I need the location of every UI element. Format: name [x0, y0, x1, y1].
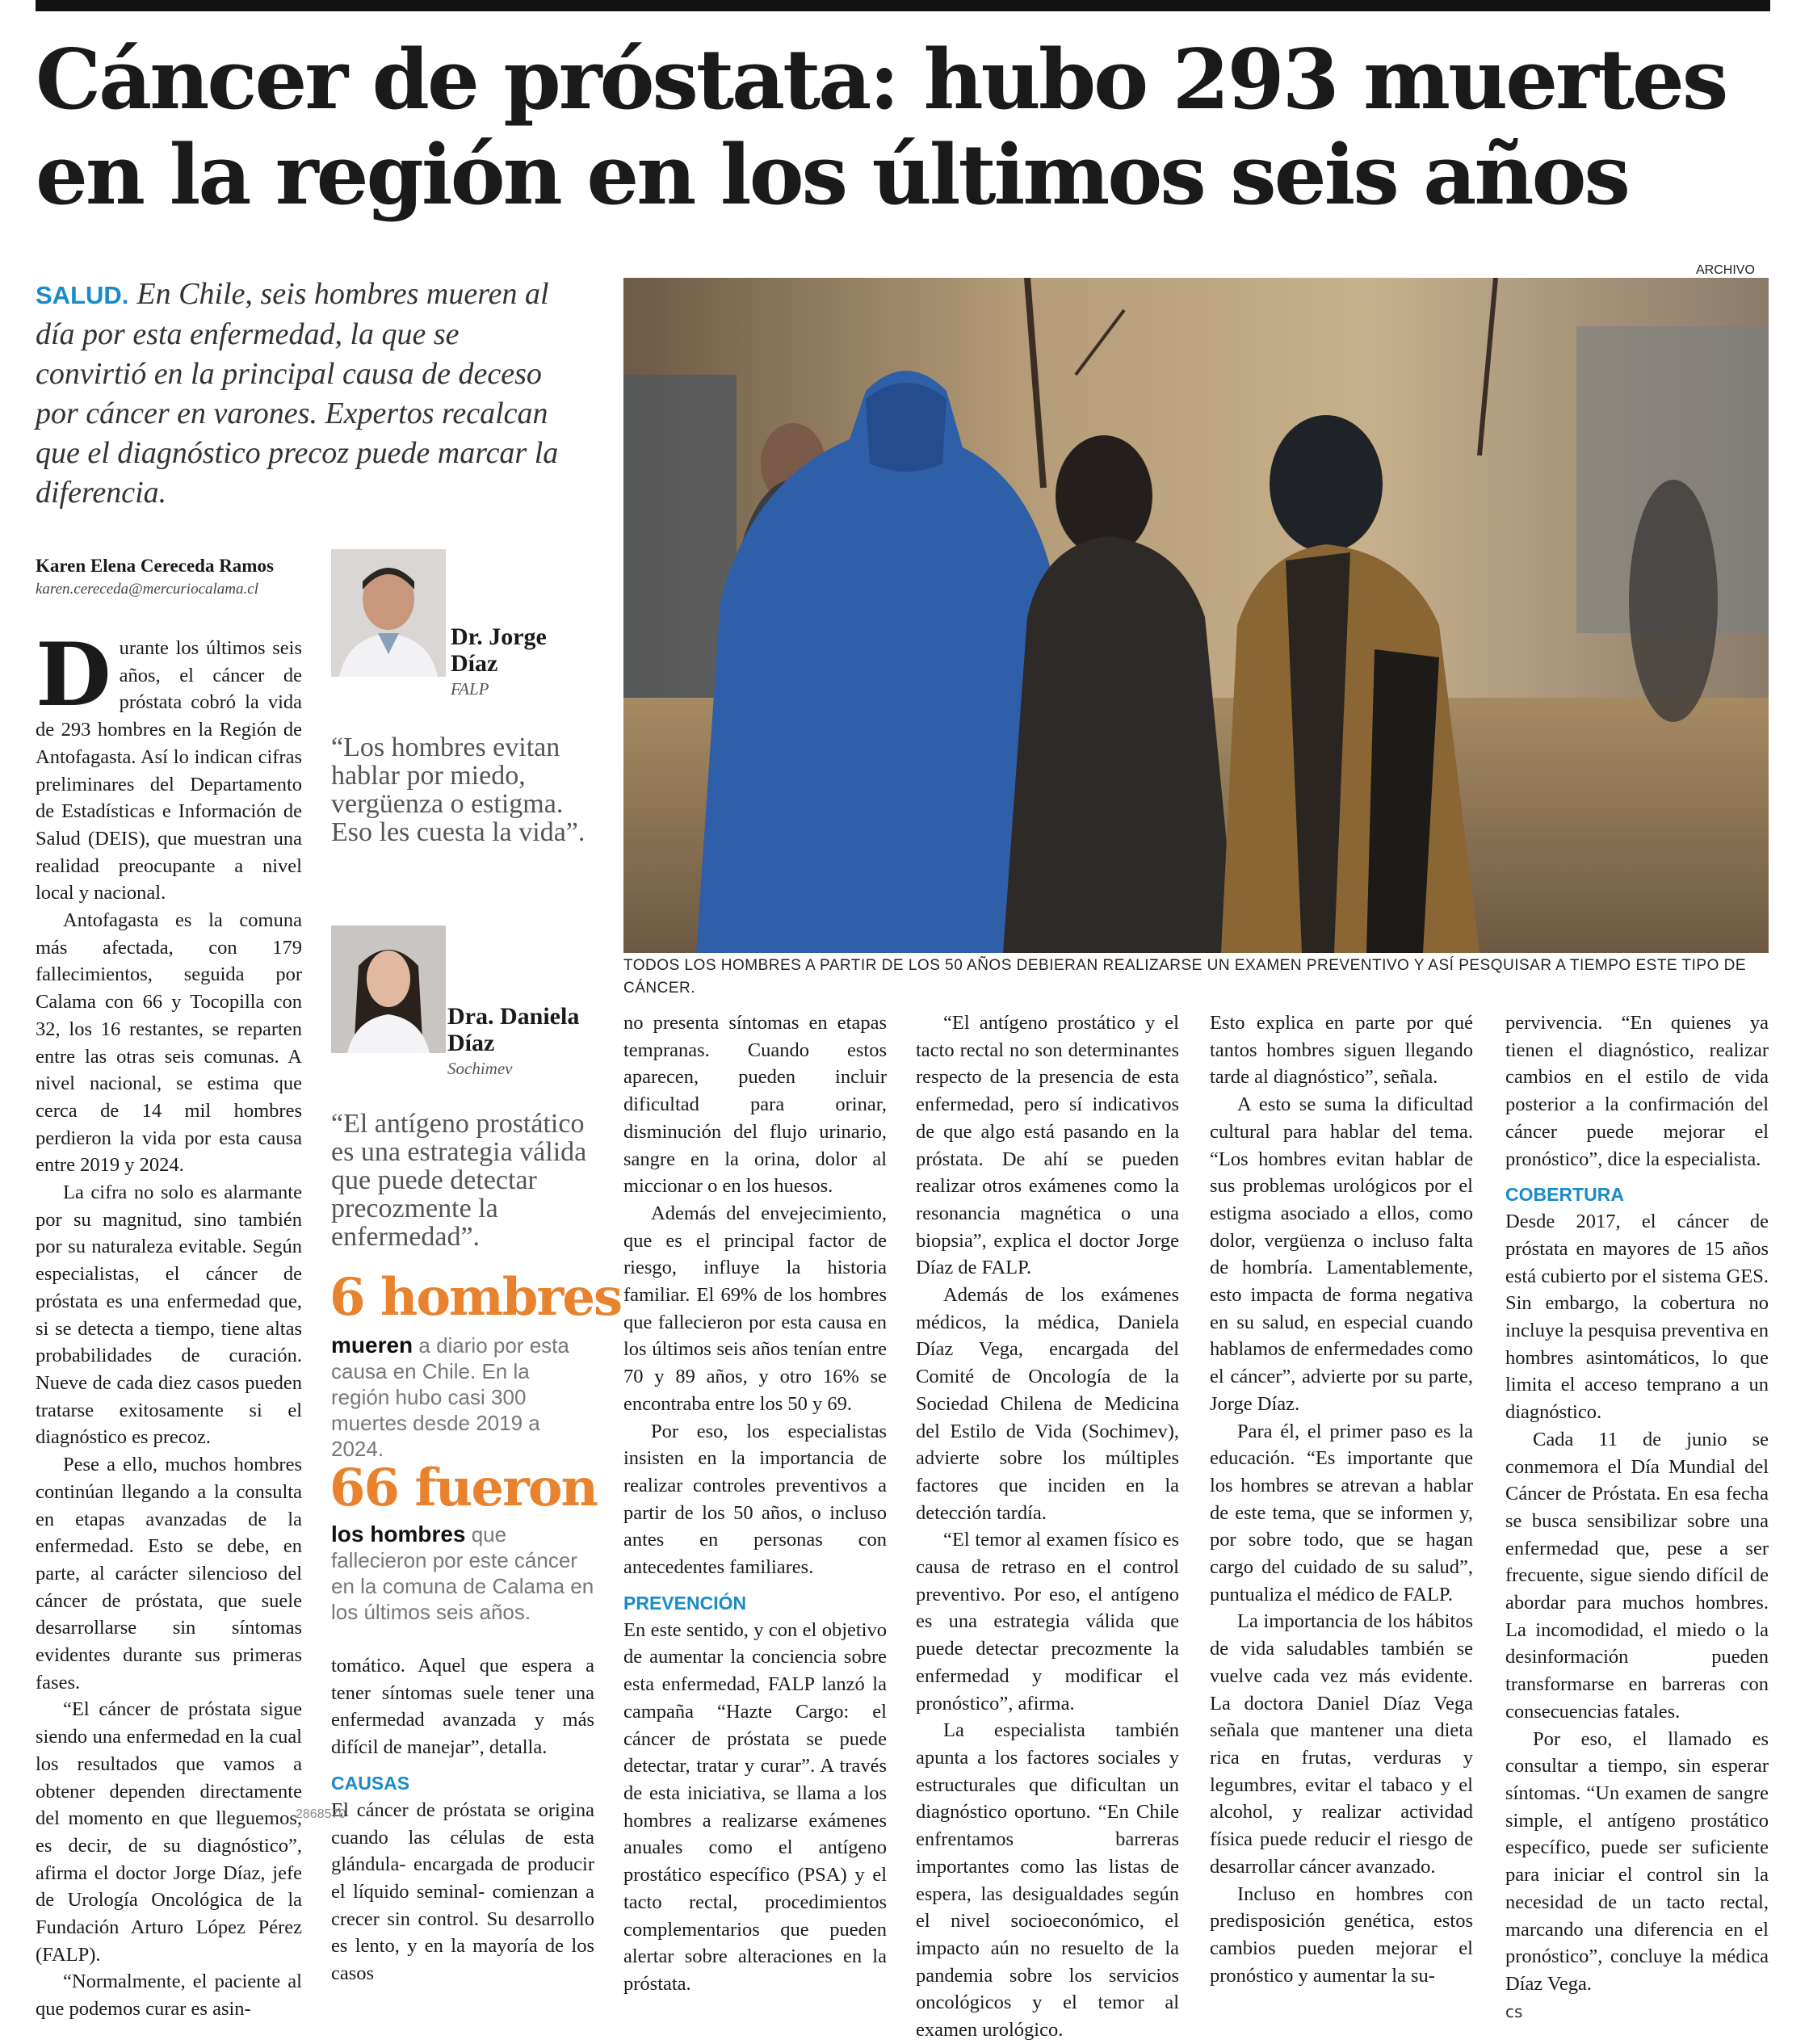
prevencion-para: En este sentido, y con el objetivo de aumentar la conciencia sobre esta enfermedad, FALP lanzó la campaña “Hazte Cargo: el cáncer de próstata se puede detectar, tratar y curar”. A través de esta iniciativa, se llama a los hombres a realizarse exámenes anuales como el antígeno prostático específico (PSA) y el tacto rectal, procedimientos complementarios que pueden alertar sobre alteraciones en la próstata.	[623, 1618, 887, 1995]
col1-para: “Normalmente, el paciente al que podemos curar es asin-	[36, 1971, 302, 2021]
col5-para: Incluso en hombres con predisposición genética, estos cambios pueden mejorar el pronóstico y aumentar la su-	[1210, 1882, 1473, 1987]
expert-1-id	[451, 623, 580, 701]
portrait-daniela-diaz-image	[331, 925, 446, 1053]
body-column-3	[623, 1009, 887, 1998]
watermark-id: 2868570	[296, 1807, 346, 1821]
end-mark-icon: cs	[1505, 2001, 1523, 2021]
author-email[interactable]: karen.cereceda@mercuriocalama.cl	[36, 581, 258, 598]
col1-para: urante los últimos seis años, el cáncer de próstata cobró la vida de 293 hombres en la Región de Antofagasta. Así lo indican cifras preliminares del Departamento de Estadísticas e Información de Salud (DEIS), que muestran una realidad preocupante a nivel local y nacional.	[36, 637, 302, 904]
expert-2-id	[447, 1003, 609, 1081]
col1-para: Antofagasta es la comuna más afectada, con 179 fallecimientos, seguida por Calama con 66 y Tocopilla con 32, los 16 restantes, se reparten entre las otras seis comunas. A nivel nacional, se estima que cerca de 14 mil hombres perdieron la vida por esta causa entre 2019 y 2024.	[36, 909, 302, 1177]
body-column-6	[1505, 1009, 1769, 2025]
body-column-1	[36, 624, 302, 2023]
col4-para: La especialista también apunta a los factores sociales y estructurales que dificultan un diagnóstico oportuno. “En Chile enfrentamos barreras importantes como las listas de espera, las desigualdades según el nivel socioeconómico, el impacto aún no resuelto de la pandemia sobre los servicios oncológicos y el temor al examen urológico.	[916, 1719, 1179, 2042]
col3-para: Además del envejecimiento, que es el principal factor de riesgo, influye la historia familiar. El 69% de los hombres que fallecieron por esta causa en los últimos seis años tenían entre 70 y 89 años, y otro 16% se encontraba entre los 50 y 69.	[623, 1202, 887, 1415]
subhead-prevencion: PREVENCIÓN	[623, 1592, 747, 1614]
photo-caption: TODOS LOS HOMBRES A PARTIR DE LOS 50 AÑOS DEBIERAN REALIZARSE UN EXAMEN PREVENTIVO Y ASÍ PESQUISAR A TIEMPO ESTE TIPO DE CÁNCER.	[623, 957, 1747, 997]
drop-cap: D	[36, 624, 111, 726]
body-column-4	[916, 1009, 1179, 2044]
author-name: Karen Elena Cereceda Ramos	[36, 556, 274, 576]
photo-credit: ARCHIVO	[1696, 263, 1755, 277]
fact-1-lead: mueren	[331, 1333, 413, 1358]
col1-para: La cifra no solo es alarmante por su magnitud, sino también por su naturaleza evitable. Según especialistas, el cáncer de próstata es una enfermedad que, si se detecta a tiempo, tiene altas probabilidades de curación. Nueve de cada diez casos pueden tratarse exitosamente si el diagnóstico es precoz.	[36, 1181, 302, 1449]
col1-para: Pese a ello, muchos hombres continúan llegando a la consulta en etapas avanzadas de la enfermedad. Esto se debe, en parte, al carácter silencioso del cáncer de próstata, que suele desarrollarse sin síntomas evidentes durante sus primeras fases.	[36, 1454, 302, 1694]
col4-para: “El antígeno prostático y el tacto rectal no son determinantes respecto de la presencia de esta enfermedad, pero sí indicativos de que algo está pasando en la próstata. De ahí se pueden realizar otros exámenes como la resonancia magnética o una biopsia”, explica el doctor Jorge Díaz de FALP.	[916, 1012, 1179, 1279]
col4-para: Además de los exámenes médicos, la médica, Daniela Díaz Vega, encargada del Comité de Oncología de la Sociedad Chilena de Medicina del Estilo de Vida (Sochimev), advierte sobre los múltiples factores que inciden en la detección tardía.	[916, 1284, 1179, 1524]
body-column-2	[331, 1652, 594, 1987]
main-photo-image	[623, 278, 1769, 953]
fact-2-text	[331, 1521, 598, 1625]
subhead-cobertura: COBERTURA	[1505, 1184, 1624, 1206]
col5-para: Esto explica en parte por qué tantos hombres siguen llegando tarde al diagnóstico”, señala.	[1210, 1012, 1473, 1089]
portrait-daniela-diaz	[331, 925, 446, 1053]
causas-para: El cáncer de próstata se origina cuando las células de esta glándula- encargada de producir el líquido seminal- comienzan a crecer sin control. Su desarrollo es lento, y en la mayoría de los casos	[331, 1798, 594, 1985]
expert-2-quote: “El antígeno prostático es una estrategia válida que puede detectar precozmente la enfermedad”.	[331, 1109, 587, 1252]
fact-2-body: que fallecieron por este cáncer en la comuna de Calama en los últimos seis años.	[331, 1522, 594, 1624]
expert-2-affiliation: Sochimev	[447, 1059, 513, 1078]
top-rule	[36, 0, 1770, 11]
fact-1-text	[331, 1333, 590, 1462]
cobertura-para: Cada 11 de junio se conmemora el Día Mundial del Cáncer de Próstata. En esa fecha se busca sensibilizar sobre una enfermedad que, pese a ser frecuente, sigue siendo difícil de abordar para muchos hombres. La incomodidad, el miedo o la desinformación pueden transformarse en barreras con consecuencias fatales.	[1505, 1428, 1769, 1723]
col2-para: tomático. Aquel que espera a tener síntomas suele tener una enfermedad avanzada y más difícil de manejar”, detalla.	[331, 1655, 594, 1759]
expert-2-name: Dra. Daniela Díaz	[447, 1003, 580, 1056]
portrait-jorge-diaz	[331, 549, 446, 677]
subhead-causas: CAUSAS	[331, 1772, 410, 1794]
expert-1-affiliation: FALP	[451, 679, 489, 699]
col5-para: A esto se suma la dificultad cultural para hablar del tema. “Los hombres evitan hablar de sus problemas urológicos por el estigma asociado a ellos, como dolor, vergüenza o incluso falta de hombría. Lamentablemente, esto impacta de forma negativa en su salud, en especial cuando hablamos de enfermedades como el cáncer”, advierte por su parte, Jorge Díaz.	[1210, 1093, 1473, 1415]
body-column-5	[1210, 1009, 1473, 1989]
deck	[36, 275, 577, 513]
main-photo	[623, 278, 1769, 953]
expert-1-quote: “Los hombres evitan hablar por miedo, vergüenza o estigma. Eso les cuesta la vida”.	[331, 732, 586, 847]
col3-para: no presenta síntomas en etapas tempranas. Cuando estos aparecen, pueden incluir dificultad para orinar, disminución del flujo urinario, sangre en la orina, dolor al miccionar o en los huesos.	[623, 1012, 887, 1198]
col6-para: pervivencia. “En quienes ya tienen el diagnóstico, realizar cambios en el estilo de vida posterior a la confirmación del cáncer puede mejorar el pronóstico”, dice la especialista.	[1505, 1012, 1769, 1170]
cobertura-para: Desde 2017, el cáncer de próstata en mayores de 15 años está cubierto por el sistema GES. Sin embargo, la cobertura no incluye la pesquisa preventiva en hombres asintomáticos, lo que limita el acceso temprano a un diagnóstico.	[1505, 1211, 1769, 1424]
expert-1-name: Dr. Jorge Díaz	[451, 623, 547, 677]
fact-1-number: 6 hombres	[329, 1267, 621, 1328]
col5-para: Para él, el primer paso es la educación. “Es importante que los hombres se atrevan a hablar de este tema, que se informen y, por sobre todo, que se hagan cargo del cuidado de su salud”, puntualiza el médico de FALP.	[1210, 1420, 1473, 1605]
portrait-jorge-diaz-image	[331, 549, 446, 677]
col1-para: “El cáncer de próstata sigue siendo una enfermedad en la cual los resultados que vamos a obtener dependen directamente del momento en que lleguemos, es decir, de su diagnóstico”, afirma el doctor Jorge Díaz, jefe de Urología Oncológica de la Fundación Arturo López Pérez (FALP).	[36, 1698, 302, 1966]
cobertura-para: Por eso, el llamado es consultar a tiempo, sin esperar síntomas. “Un examen de sangre simple, el antígeno prostático específico, puede ser suficiente para iniciar el control sin la necesidad de un tacto rectal, marcando una diferencia en el pronóstico”, concluye la médica Díaz Vega.	[1505, 1727, 1769, 1995]
col4-para: “El temor al examen físico es causa de retraso en el control preventivo. Por eso, el antígeno es una estrategia válida que puede detectar precozmente la enfermedad y modificar el pronóstico”, afirma.	[916, 1529, 1179, 1715]
byline	[36, 554, 318, 601]
col3-para: Por eso, los especialistas insisten en la importancia de realizar controles preventivos a partir de los 50 años, o incluso antes en personas con antecedentes familiares.	[623, 1420, 887, 1579]
fact-1-body: a diario por esta causa en Chile. En la región hubo casi 300 muertes desde 2019 a 2024.	[331, 1333, 569, 1461]
fact-2-number: 66 fueron	[329, 1458, 598, 1518]
section-kicker: SALUD.	[36, 281, 129, 309]
deck-text: En Chile, seis hombres mueren al día por esta enfermedad, la que se convirtió en la principal causa de deceso por cáncer en varones. Expertos recalcan que el diagnóstico precoz puede marcar la diferencia.	[36, 277, 559, 510]
headline: Cáncer de próstata: hubo 293 muertes en la región en los últimos seis años	[36, 31, 1727, 224]
fact-2-lead: los hombres	[331, 1521, 466, 1547]
col5-para: La importancia de los hábitos de vida saludables también se vuelve cada vez más evidente. La doctora Daniel Díaz Vega señala que mantener una dieta rica en frutas, verduras y legumbres, evitar el tabaco y el alcohol, y realizar actividad física puede reducir el riesgo de desarrollar cáncer avanzado.	[1210, 1610, 1473, 1878]
